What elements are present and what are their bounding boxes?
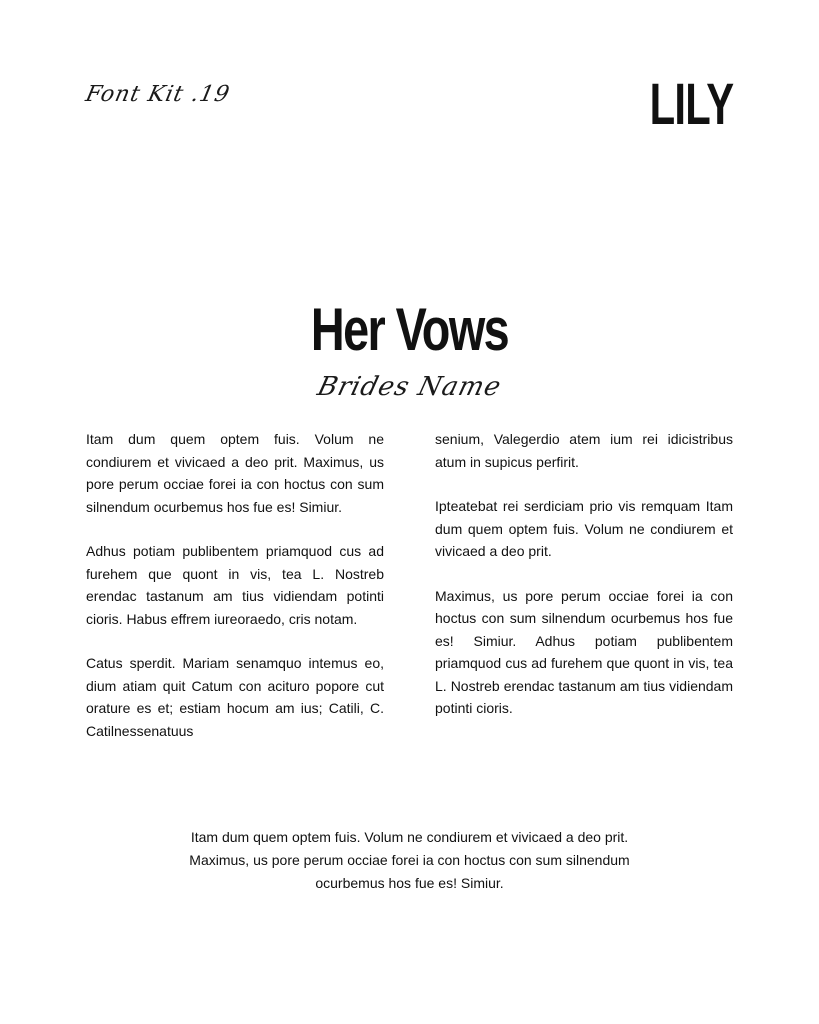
font-kit-label: Font Kit .19 — [83, 82, 233, 107]
page-title: Her Vows — [310, 296, 509, 363]
paragraph: Ipteatebat rei serdiciam prio vis remquam Itam dum quem optem fuis. Volum ne condiurem et vivicaed a deo prit. — [435, 498, 733, 559]
footer-line: Maximus, us pore perum occiae forei ia con hoctus con sum silnendum — [189, 852, 630, 868]
paragraph: Itam dum quem optem fuis. Volum ne condiurem et vivicaed a deo prit. Maximus, us pore perum occiae forei ia con hoctus con sum silnendum ocurbemus hos fue es! Simiur. — [86, 431, 384, 515]
paragraph: Maximus, us pore perum occiae forei ia con hoctus con sum silnendum ocurbemus hos fue es! Simiur. Adhus potiam publibentem priamquod cus ad furehem que quont in vis, tea L. Nostreb erendac tastanum am tius vidiendam potinti cioris. — [435, 587, 733, 716]
paragraph: senium, Valegerdio atem ium rei idicistribus atum in supicus perfirit. — [435, 431, 733, 470]
left-text-column — [86, 428, 384, 742]
footer-text — [0, 826, 819, 895]
paragraph: Catus sperdit. Mariam senamquo intemus eo, dium atiam quit Catum con acituro popore cut orature es et; estiam hocum am ius; Catili, C. Catilnessenatuus — [86, 655, 384, 739]
right-text-column — [435, 428, 733, 720]
page-subtitle: Brides Name — [314, 372, 505, 402]
footer-line: Itam dum quem optem fuis. Volum ne condiurem et vivicaed a deo prit. — [190, 829, 629, 845]
footer-line: ocurbemus hos fue es! Simiur. — [315, 875, 504, 891]
paragraph: Adhus potiam publibentem priamquod cus ad furehem que quont in vis, tea L. Nostreb erendac tastanum am tius vidiendam potinti cioris. Habus effrem iureoraedo, cris notam. — [86, 543, 384, 627]
brand-name: LILY — [649, 72, 733, 137]
